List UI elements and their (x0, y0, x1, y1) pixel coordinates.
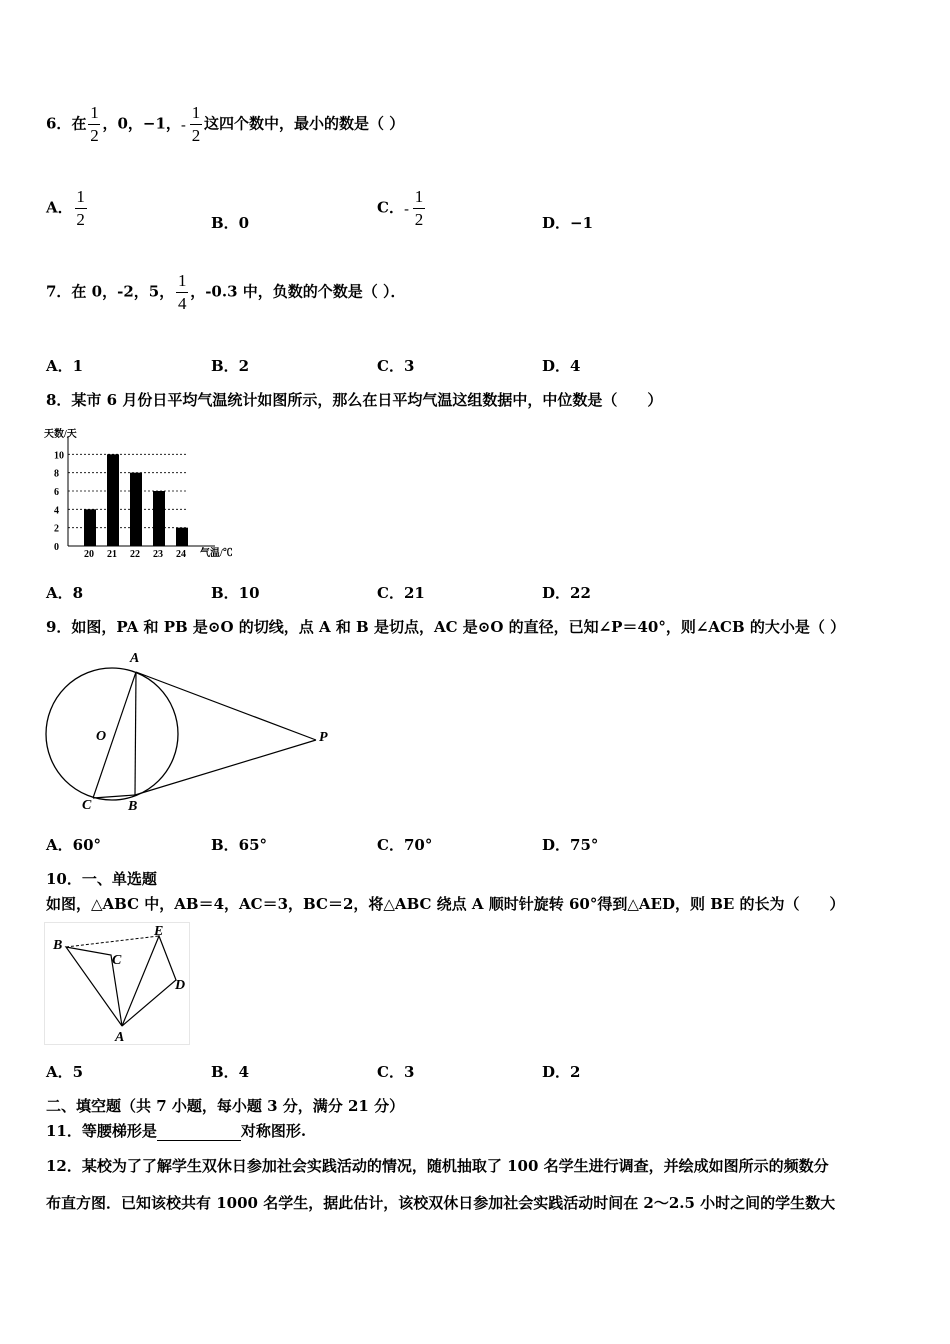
option-b[interactable]: B．65° (211, 836, 268, 854)
question-text: 在 (71, 114, 87, 133)
x-tick-label: 23 (153, 549, 163, 560)
y-tick-label: 6 (54, 487, 59, 498)
label-p: P (319, 730, 328, 745)
y-tick-label: 4 (54, 505, 59, 517)
fraction: $\frac{1}{4}$ (177, 271, 187, 313)
label-a: A (115, 1030, 125, 1045)
y-tick-label: 2 (54, 523, 59, 535)
label-a: A (130, 651, 140, 666)
question-6 (46, 104, 404, 145)
question-text: ，0，−1， (102, 114, 181, 133)
tangent-pb (135, 740, 316, 795)
question-text: 这四个数中，最小的数是（ ） (203, 114, 405, 133)
triangle-aed (122, 936, 176, 1026)
option-b[interactable]: B．2 (211, 357, 250, 375)
question-text: ，-0.3 中，负数的个数是（ ）． (190, 282, 406, 301)
option-d[interactable]: D．22 (542, 584, 591, 602)
label-c: C (82, 798, 92, 813)
option-c[interactable]: C．21 (377, 584, 425, 602)
option-c[interactable]: C．3 (377, 357, 415, 375)
question-11: 11．等腰梯形是 对称图形. (46, 1122, 307, 1140)
tangent-pa (136, 672, 316, 740)
fraction: $\frac{1}{2}$ (76, 187, 85, 229)
circle-tangent-figure (40, 645, 340, 820)
question-12-line-2: 布直方图．已知该校共有 1000 名学生，据此估计，该校双休日参加社会实践活动时间在 2～2.5 小时之间的学生数大 (46, 1194, 836, 1212)
bar-22 (130, 473, 142, 546)
y-tick-label: 0 (54, 542, 59, 553)
option-b[interactable]: B．10 (211, 584, 260, 602)
temperature-bar-chart (40, 424, 245, 564)
y-axis-label: 天数/天 (44, 429, 77, 440)
x-tick-label: 22 (130, 549, 140, 560)
question-12-line-1: 12．某校为了了解学生双休日参加社会实践活动的情况，随机抽取了 100 名学生进行调查，并绘成如图所示的频数分 (46, 1157, 829, 1175)
y-tick-label: 8 (54, 468, 59, 480)
bar-24 (176, 528, 188, 546)
fraction: $\frac{1}{2}$ (90, 103, 99, 145)
segment-be (66, 936, 159, 947)
bar-23 (153, 491, 165, 546)
section-heading: 二、填空题（共 7 小题，每小题 3 分，满分 21 分） (46, 1097, 405, 1115)
question-number: 6． (46, 114, 72, 133)
option-d[interactable]: D．−1 (542, 214, 594, 232)
y-tick-label: 10 (54, 450, 64, 462)
option-a[interactable]: A．5 (46, 1063, 84, 1081)
option-c[interactable]: C．70° (377, 836, 433, 854)
option-a[interactable]: A． $\frac{1}{2}$ (46, 187, 85, 229)
label-d: D (175, 978, 186, 993)
triangle-rotation-figure (44, 922, 194, 1047)
x-tick-label: 24 (176, 549, 186, 560)
label-b: B (53, 938, 63, 953)
question-10-text: 如图，△ABC 中，AB＝4，AC＝3，BC＝2，将△ABC 绕点 A 顺时针旋转 60°得到△AED，则 BE 的长为（ ） (46, 895, 845, 913)
x-axis-label: 气温/℃ (200, 548, 233, 559)
fraction: $\frac{1}{2}$ (414, 187, 424, 229)
chord-ab (135, 672, 136, 795)
option-b[interactable]: B．4 (211, 1063, 250, 1081)
option-b[interactable]: B．0 (211, 214, 250, 232)
label-e: E (154, 924, 164, 939)
circle-o (46, 668, 178, 800)
label-o: O (96, 729, 107, 744)
label-b: B (128, 799, 138, 814)
answer-blank[interactable] (157, 1126, 241, 1141)
label-c: C (112, 953, 122, 968)
question-9-text: 9．如图，PA 和 PB 是⊙O 的切线，点 A 和 B 是切点，AC 是⊙O 的直径，已知∠P＝40°，则∠ACB 的大小是（ ） (46, 618, 846, 636)
option-d[interactable]: D．4 (542, 357, 581, 375)
question-8-text: 8．某市 6 月份日平均气温统计如图所示，那么在日平均气温这组数据中，中位数是（ ） (46, 391, 663, 409)
bar-21 (107, 454, 119, 546)
option-d[interactable]: D．2 (542, 1063, 581, 1081)
option-a[interactable]: A．60° (46, 836, 102, 854)
option-c[interactable]: C．3 (377, 1063, 415, 1081)
question-7 (46, 272, 405, 313)
option-a[interactable]: A．8 (46, 584, 84, 602)
minus-sign: - (180, 115, 186, 134)
x-tick-label: 21 (107, 549, 117, 560)
option-d[interactable]: D．75° (542, 836, 599, 854)
fraction: $\frac{1}{2}$ (191, 103, 201, 145)
question-text: 7．在 0，-2，5， (46, 282, 175, 301)
option-a[interactable]: A．1 (46, 357, 84, 375)
bar-20 (84, 509, 96, 546)
option-c[interactable]: C．- $\frac{1}{2}$ (377, 187, 424, 229)
x-tick-label: 20 (84, 549, 94, 560)
question-10-heading: 10．一、单选题 (46, 870, 157, 888)
